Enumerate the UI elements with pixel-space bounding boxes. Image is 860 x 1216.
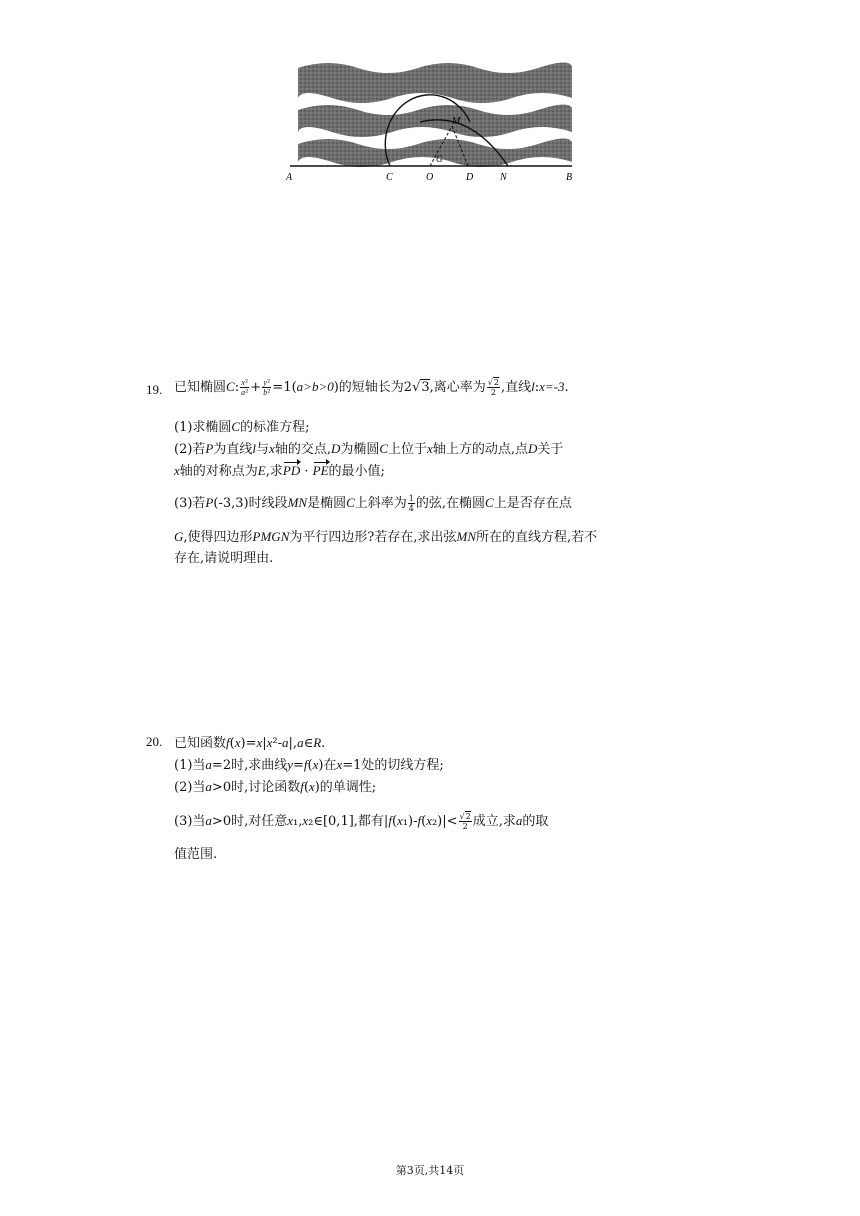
problem-20-q3-line2: 值范围.	[174, 847, 218, 862]
problem-19-q3-line1: (3)若P(-3,3)时线段MN是椭圆C上斜率为 $\frac{1}{4}$ 的弦,在椭圆C上是否存在点	[174, 494, 572, 513]
problem-20-intro: 已知函数f(x)=x|x²-a|,a∈R.	[174, 735, 326, 751]
problem-19-q1: (1)求椭圆C的标准方程;	[174, 419, 310, 435]
label-B: B	[566, 172, 573, 183]
problem-20-q1: (1)当a=2时,求曲线y=f(x)在x=1处的切线方程;	[174, 757, 444, 773]
label-A: A	[286, 172, 293, 183]
problem-19-q3-line3: 存在,请说明理由.	[174, 551, 274, 566]
problem-19-q2-line2: x轴的对称点为E,求PD · PE的最小值;	[174, 463, 385, 479]
river-diagram	[280, 58, 582, 188]
label-O: O	[426, 172, 434, 183]
problem-number: 19.	[146, 382, 163, 397]
label-D: D	[466, 172, 474, 183]
problem-19-q2-line1: (2)若P为直线l与x轴的交点,D为椭圆C上位于x轴上方的动点,点D关于	[174, 441, 564, 457]
label-C: C	[386, 172, 393, 183]
label-G: G	[436, 154, 443, 164]
label-M: M	[452, 116, 461, 127]
problem-19-intro: 已知椭圆C: $\frac{\text{x²}}{\text{a²}}$ + $\frac{\text{y²}}{\text{b²}}$ =1(a>b>0)的短轴长为2√3,离心率为 $\frac{√2}{2}$ ,直线l:x=-3.	[174, 378, 569, 397]
river-figure	[280, 58, 582, 188]
problem-20-q2: (2)当a>0时,讨论函数f(x)的单调性;	[174, 779, 377, 795]
problem-19-q3-line2: G,使得四边形PMGN为平行四边形?若存在,求出弦MN所在的直线方程,若不	[174, 529, 598, 545]
problem-20-q3-line1: (3)当a>0时,对任意x₁,x₂∈[0,1],都有|f(x₁)-f(x₂)|< $\frac{√2}{2}$ 成立,求a的取	[174, 812, 549, 831]
problem-number: 20.	[146, 734, 163, 749]
label-N: N	[500, 172, 507, 183]
page-footer: 第3页,共14页	[395, 1164, 465, 1177]
